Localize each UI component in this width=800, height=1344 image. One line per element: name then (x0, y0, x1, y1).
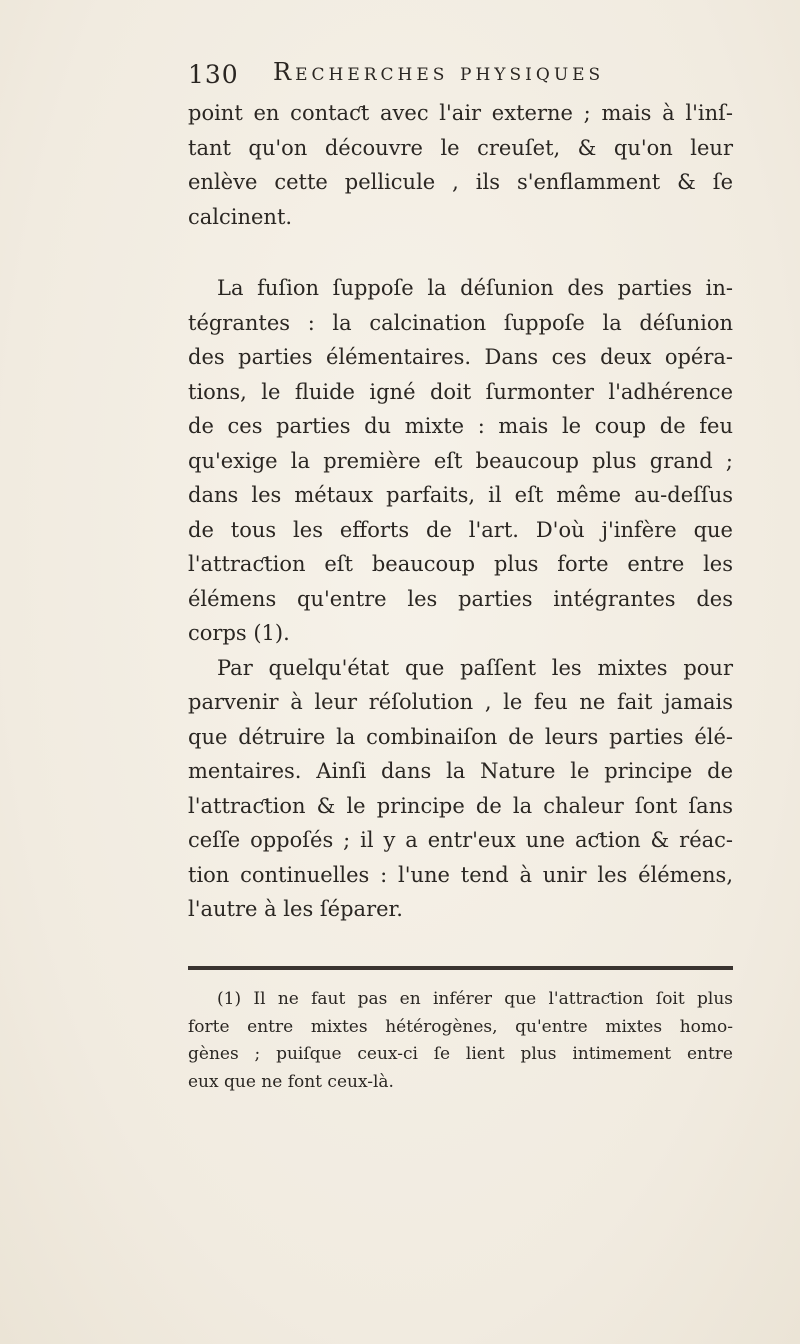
body-text (188, 96, 733, 927)
text-line: tions, le fluide igné doit ſurmonter l'adhérence (188, 379, 733, 404)
text-line: l'attraƈtion & le principe de la chaleur ſont ſans (188, 793, 733, 818)
paragraph-gap (188, 234, 733, 271)
text-line: mentaires. Ainſi dans la Nature le principe de (188, 759, 733, 783)
text-line: tion continuelles : l'une tend à unir les élémens, (188, 862, 733, 887)
paragraph (188, 96, 733, 234)
page-number: 130 (188, 60, 239, 89)
text-line: La fuſion ſuppoſe la déſunion des parties in- (217, 276, 733, 300)
text-line: qu'exige la première eſt beaucoup plus grand ; (188, 448, 733, 473)
footnote-line: (1) Il ne faut pas en inférer que l'attraƈtion ſoit plus (217, 989, 733, 1009)
text-line: corps (1). (188, 621, 290, 645)
text-line: l'attraƈtion eſt beaucoup plus forte entre les (188, 552, 733, 576)
text-line: l'autre à les ſéparer. (188, 897, 403, 921)
text-line: de tous les efforts de l'art. D'où j'infère que (188, 517, 733, 542)
text-line: enlève cette pellicule , ils s'enflamment & ſe (188, 170, 733, 194)
text-line: tégrantes : la calcination ſuppoſe la déſunion (188, 310, 733, 335)
text-line: calcinent. (188, 204, 293, 229)
text-line: parvenir à leur réſolution , le feu ne fait jamais (188, 690, 733, 714)
text-line: que détruire la combinaiſon de leurs parties élé- (188, 724, 733, 749)
paragraph (188, 651, 733, 927)
running-title: Recherches physiques (273, 58, 605, 86)
footnote (188, 986, 733, 1096)
text-line: élémens qu'entre les parties intégrantes des (188, 586, 733, 611)
footnote-line: gènes ; puiſque ceux-ci ſe lient plus intimement entre (188, 1044, 733, 1064)
text-line: de ces parties du mixte : mais le coup de feu (188, 414, 733, 438)
footnote-line: eux que ne font ceux-là. (188, 1071, 394, 1092)
footnote-line: forte entre mixtes hétérogènes, qu'entre mixtes homo- (188, 1016, 733, 1037)
page-header (188, 58, 733, 94)
text-line: Par quelqu'état que paſſent les mixtes pour (217, 655, 733, 680)
text-line: dans les métaux parfaits, il eſt même au-deſſus (188, 483, 733, 507)
text-line: tant qu'on découvre le creuſet, & qu'on leur (188, 135, 733, 160)
footnote-rule (188, 966, 733, 970)
text-line: point en contaƈt avec l'air externe ; mais à l'inſ- (188, 101, 733, 125)
text-line: ceſſe oppoſés ; il y a entr'eux une aƈtion & réac- (188, 828, 733, 852)
paragraph (188, 271, 733, 651)
text-line: des parties élémentaires. Dans ces deux opéra- (188, 345, 733, 369)
